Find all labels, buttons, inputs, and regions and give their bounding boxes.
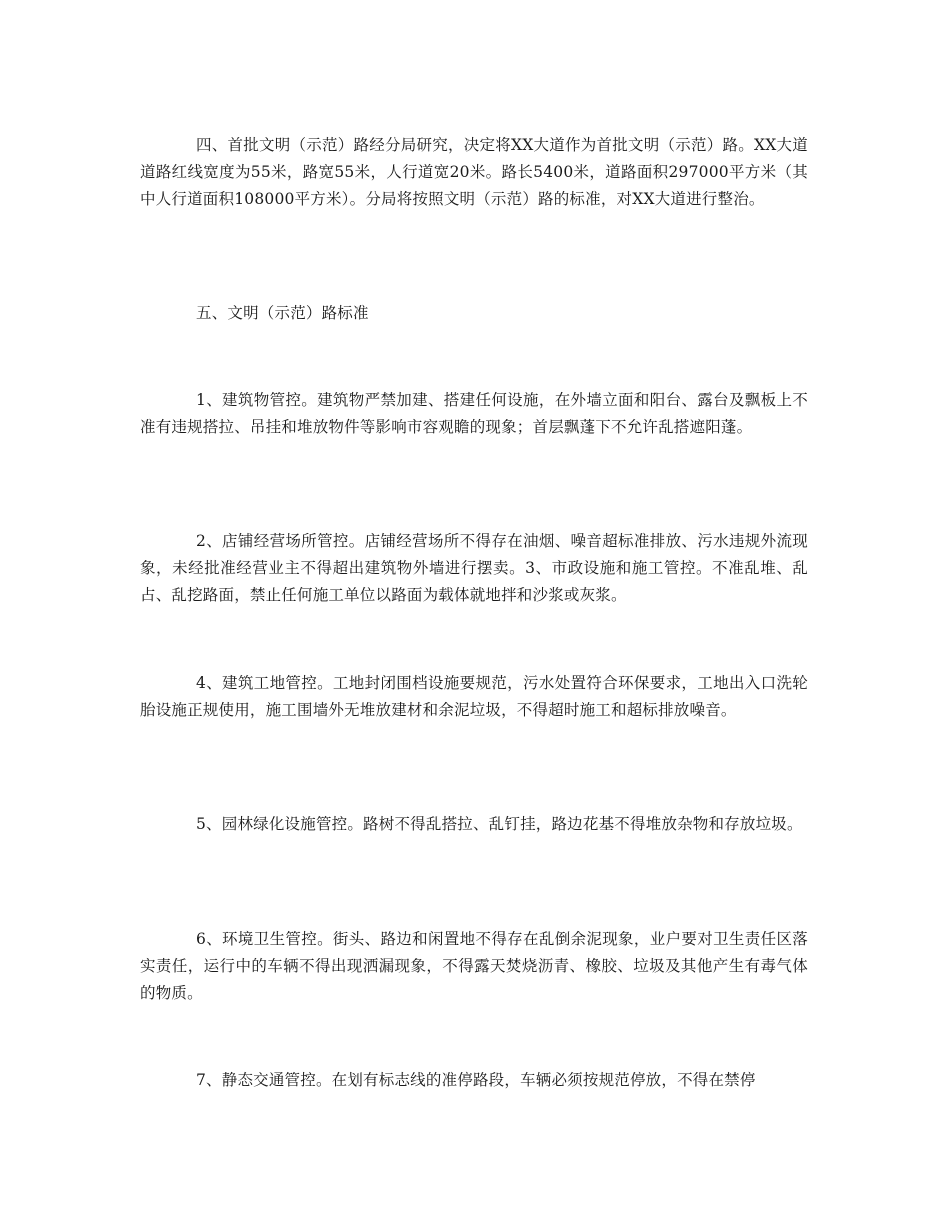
paragraph-item-1: 1、建筑物管控。建筑物严禁加建、搭建任何设施，在外墙立面和阳台、露台及飘板上不准有违规搭拉、吊挂和堆放物件等影响市容观瞻的现象；首层飘蓬下不允许乱搭遮阳蓬。 [140,391,808,436]
paragraph-item-6: 6、环境卫生管控。街头、路边和闲置地不得存在乱倒余泥现象，业户要对卫生责任区落实责任，运行中的车辆不得出现洒漏现象，不得露天焚烧沥青、橡胶、垃圾及其他产生有毒气体的物质。 [140,930,808,1002]
paragraph-item-4: 4、建筑工地管控。工地封闭围档设施要规范，污水处置符合环保要求，工地出入口洗轮胎设施正规使用，施工围墙外无堆放建材和余泥垃圾，不得超时施工和超标排放噪音。 [140,674,808,719]
heading-section-5: 五、文明（示范）路标准 [196,304,369,322]
paragraph-item-7: 7、静态交通管控。在划有标志线的准停路段，车辆必须按规范停放，不得在禁停 [196,1071,756,1089]
paragraph-section-4: 四、首批文明（示范）路经分局研究，决定将XX大道作为首批文明（示范）路。XX大道道路红线宽度为55米，路宽55米，人行道宽20米。路长5400米，道路面积297000平方米（其中人行道面积108000平方米）。分局将按照文明（示范）路的标准，对XX大道进行整治。 [140,136,808,208]
paragraph-item-5: 5、园林绿化设施管控。路树不得乱搭拉、乱钉挂，路边花基不得堆放杂物和存放垃圾。 [196,815,803,833]
paragraph-item-2-3: 2、店铺经营场所管控。店铺经营场所不得存在油烟、噪音超标准排放、污水违规外流现象，未经批准经营业主不得超出建筑物外墙进行摆卖。3、市政设施和施工管控。不准乱堆、乱占、乱挖路面，禁止任何施工单位以路面为载体就地拌和沙浆或灰浆。 [140,532,808,604]
